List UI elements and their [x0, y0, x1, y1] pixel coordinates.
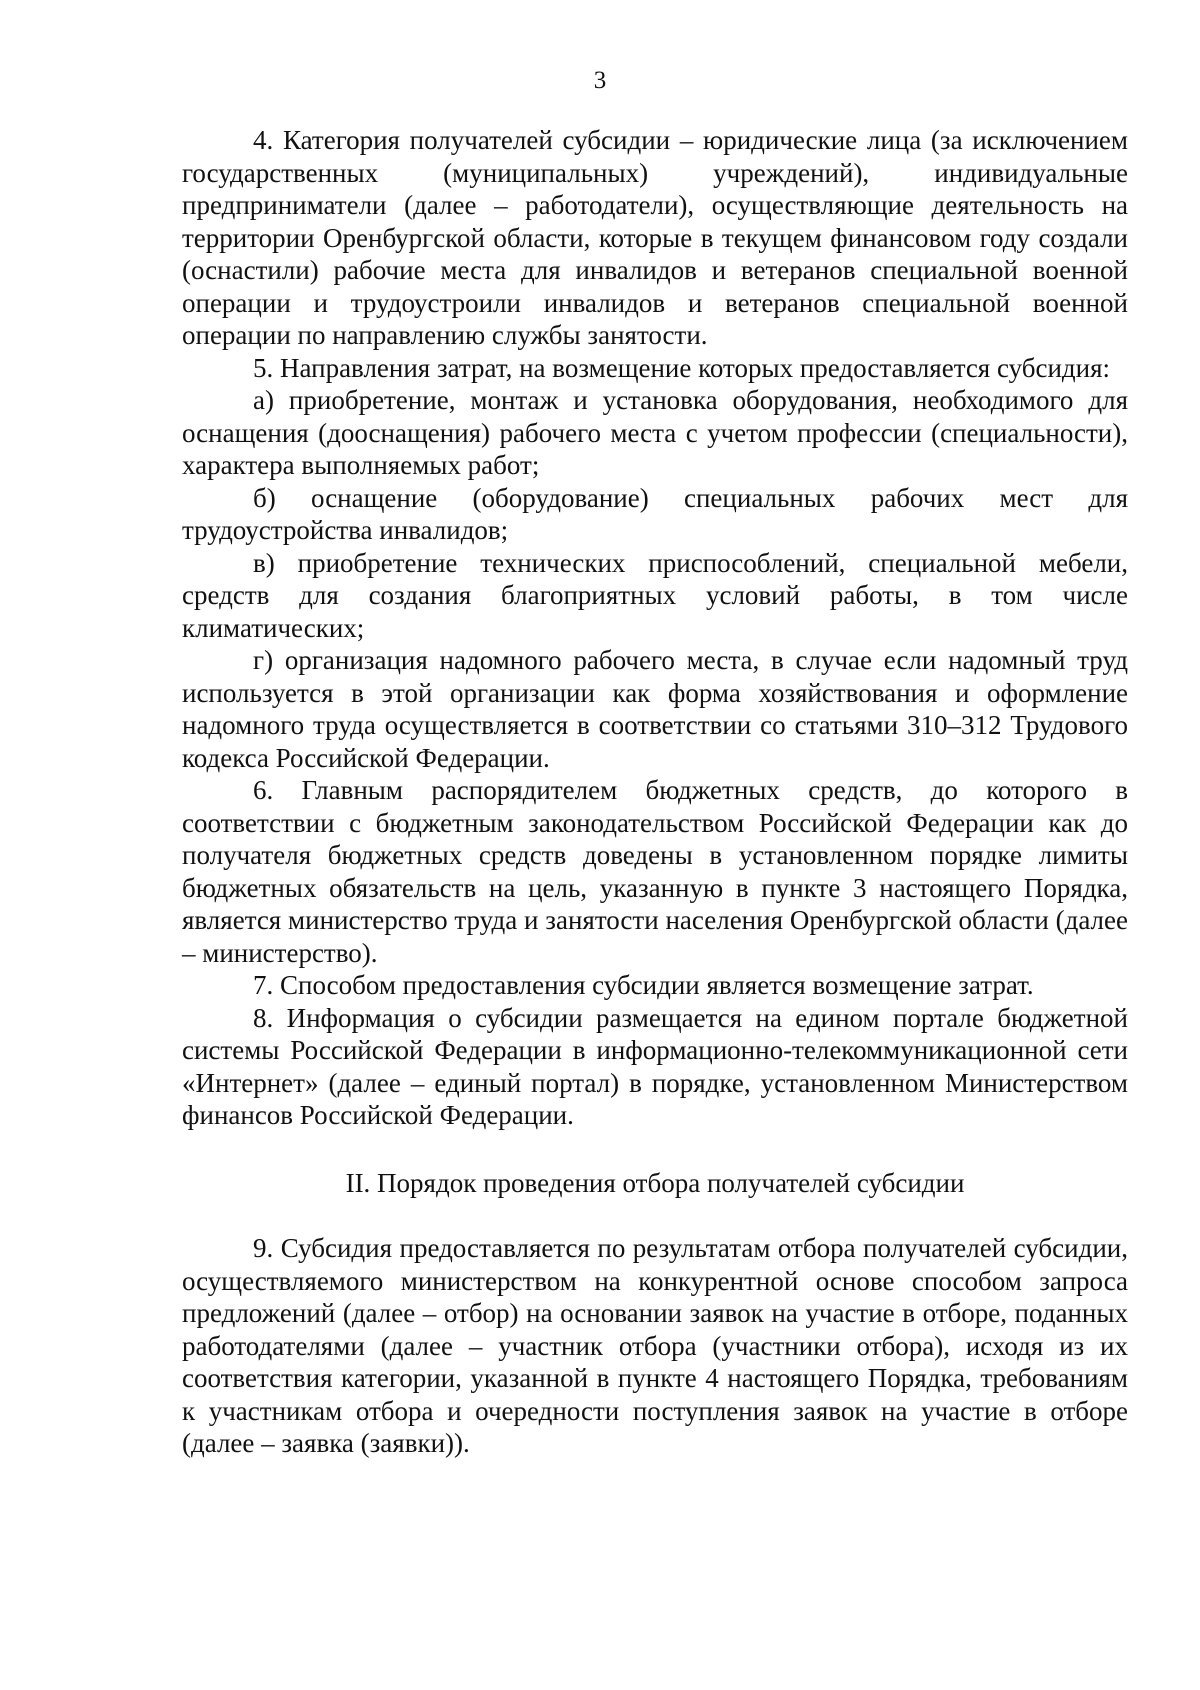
paragraph-item-9: 9. Субсидия предоставляется по результатам отбора получателей субсидии, осуществляемого министерством на конкурентной основе способом запроса предложений (далее – отбор) на основании заявок на участие в отборе, поданных работодателями (далее – участник отбора (участники отбора), исходя из их соответствия категории, указанной в пункте 4 настоящего Порядка, требованиям к участникам отбора и очередности поступления заявок на участие в отборе (далее – заявка (заявки)).	[182, 1233, 1128, 1458]
paragraph-subitem-v: в) приобретение технических приспособлений, специальной мебели, средств для создания благоприятных условий работы, в том числе климатических;	[182, 547, 1128, 643]
paragraph-item-8: 8. Информация о субсидии размещается на едином портале бюджетной системы Российской Федерации в информационно-телекоммуникационной сети «Интернет» (далее – единый портал) в порядке, установленном Министерством финансов Российской Федерации.	[182, 1002, 1128, 1130]
paragraph-subitem-g: г) организация надомного рабочего места, в случае если надомный труд используется в этой организации как форма хозяйствования и оформление надомного труда осуществляется в соответствии со статьями 310–312 Трудового кодекса Российской Федерации.	[182, 645, 1128, 773]
paragraph-item-5: 5. Направления затрат, на возмещение которых предоставляется субсидия:	[253, 352, 1111, 383]
paragraph-item-7: 7. Способом предоставления субсидии является возмещение затрат.	[253, 970, 1034, 1000]
paragraph-subitem-b: б) оснащение (оборудование) специальных рабочих мест для трудоустройства инвалидов;	[182, 482, 1128, 545]
document-body	[182, 124, 1128, 1460]
paragraph-subitem-a: а) приобретение, монтаж и установка оборудования, необходимого для оснащения (дооснащения) рабочего места с учетом профессии (специальности), характера выполняемых работ;	[182, 385, 1128, 480]
paragraph-item-4: 4. Категория получателей субсидии – юридические лица (за исключением государственных (муниципальных) учреждений), индивидуальные предприниматели (далее – работодатели), осуществляющие деятельность на территории Оренбургской области, которые в текущем финансовом году создали (оснастили) рабочие места для инвалидов и ветеранов специальной военной операции и трудоустроили инвалидов и ветеранов специальной военной операции по направлению службы занятости.	[182, 125, 1128, 350]
section-heading: II. Порядок проведения отбора получателей субсидии	[345, 1167, 965, 1198]
page-number: 3	[593, 67, 607, 94]
paragraph-item-6: 6. Главным распорядителем бюджетных средств, до которого в соответствии с бюджетным законодательством Российской Федерации как до получателя бюджетных средств доведены в установленном порядке лимиты бюджетных обязательств на цель, указанную в пункте 3 настоящего Порядка, является министерство труда и занятости населения Оренбургской области (далее – министерство).	[182, 775, 1128, 968]
